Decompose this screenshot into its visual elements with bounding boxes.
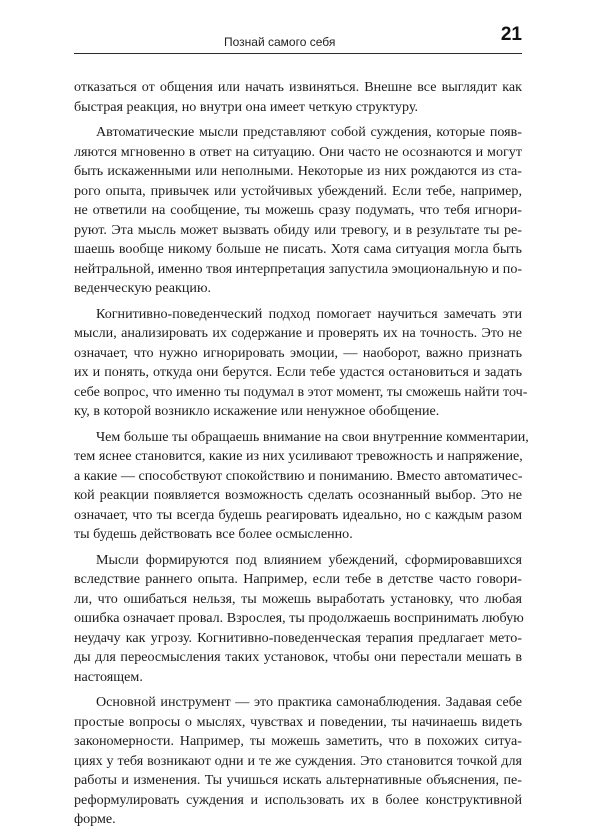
text-line: закономерности. Например, ты можешь заметить, что в похожих ситуа- [74,733,522,749]
paragraph-3 [74,305,528,422]
text-line: реформулировать суждения и использовать их в более конструктивной [74,791,522,808]
text-line: Основной инструмент — это практика самонаблюдения. Задавая себе [96,694,522,710]
text-line: ляются мгновенно в ответ на ситуацию. Они часто не осознаются и могут [74,143,522,160]
text-line: ли, что ошибаться нельзя, ты можешь выработать установку, что любая [74,590,522,607]
running-title: Познай самого себя [224,35,336,49]
text-line: тем яснее становится, какие из них усиливают тревожность и напряжение, [74,448,523,464]
text-line: вследствие раннего опыта. Например, если тебе в детстве часто говори- [74,571,522,587]
text-line: ды для переосмысления таких установок, чтобы они перестали мешать в [74,649,522,665]
paragraph-2 [74,123,522,299]
text-line: означает, что ты всегда будешь реагировать идеально, но с каждым разом [74,506,522,523]
text-line: отказаться от общения или начать извиняться. Внешне все выглядит как [74,79,522,95]
text-line: руют. Эта мысль может вызвать обиду или тревогу, и в результате ты ре- [74,221,522,238]
text-line: настоящем. [74,668,143,685]
text-line: а какие — способствуют спокойствию и пониманию. Вместо автоматичес- [74,467,523,484]
text-line: быть искаженными или неполными. Некоторые из них рождаются из ста- [74,163,522,179]
text-line: веденческую реакцию. [74,280,212,296]
page-number: 21 [500,24,522,45]
text-line: шаешь вообще никому больше не писать. Хотя сама ситуация могла быть [74,241,522,257]
text-line: быстрая реакция, но внутри она имеет четкую структуру. [74,98,418,115]
text-line: Когнитивно-поведенческий подход помогает научиться замечать эти [96,305,522,322]
text-line: себе вопрос, что именно ты подумал в этот момент, ты сможешь найти точ- [74,383,528,400]
text-line: ошибка означает провал. Взрослея, ты продолжаешь воспринимать любую [74,610,524,626]
text-line: кой реакции появляется возможность сделать осознанный выбор. Это не [74,487,522,503]
paragraph-6 [74,693,522,830]
body-text [74,78,529,836]
text-line: простые вопросы о мыслях, чувствах и поведении, ты начинаешь видеть [74,713,522,730]
text-line: мысли, анализировать их содержание и проверять их на точность. Это не [74,325,522,341]
text-line: циях у тебя возникают одни и те же суждения. Это становится точкой для [74,752,522,769]
text-line: неудачу как угрозу. Когнитивно-поведенческая терапия предлагает мето- [74,629,522,646]
text-line: ты будешь действовать все более осмысленно. [74,526,353,542]
paragraph-4 [74,428,529,545]
text-line: Мысли формируются под влиянием убеждений, сформировавшихся [96,551,522,568]
text-line: Автоматические мысли представляют собой суждения, которые появ- [96,124,522,140]
page-header [74,22,522,56]
text-line: форме. [74,811,116,827]
paragraph-5 [74,551,522,688]
text-line: означает, что нужно игнорировать эмоции, — наоборот, важно признать [74,344,522,361]
text-line: рого опыта, привычек или устойчивых убеждений. Если тебе, например, [74,182,522,199]
text-line: нейтральной, именно твоя интерпретация запустила эмоциональную и по- [74,260,523,277]
text-line: их и понять, откуда они берутся. Если тебе удастся остановиться и задать [74,364,522,380]
text-line: работы и изменения. Ты учишься искать альтернативные объяснения, пе- [74,772,522,788]
text-line: ку, в которой возникло искажение или ненужное обобщение. [74,403,440,419]
header-rule [74,53,522,54]
text-line: Чем больше ты обращаешь внимание на свои внутренние комментарии, [96,428,529,445]
text-line: не ответили на сообщение, ты можешь сразу подумать, что тебя игнори- [74,202,522,218]
paragraph-1 [74,78,522,117]
